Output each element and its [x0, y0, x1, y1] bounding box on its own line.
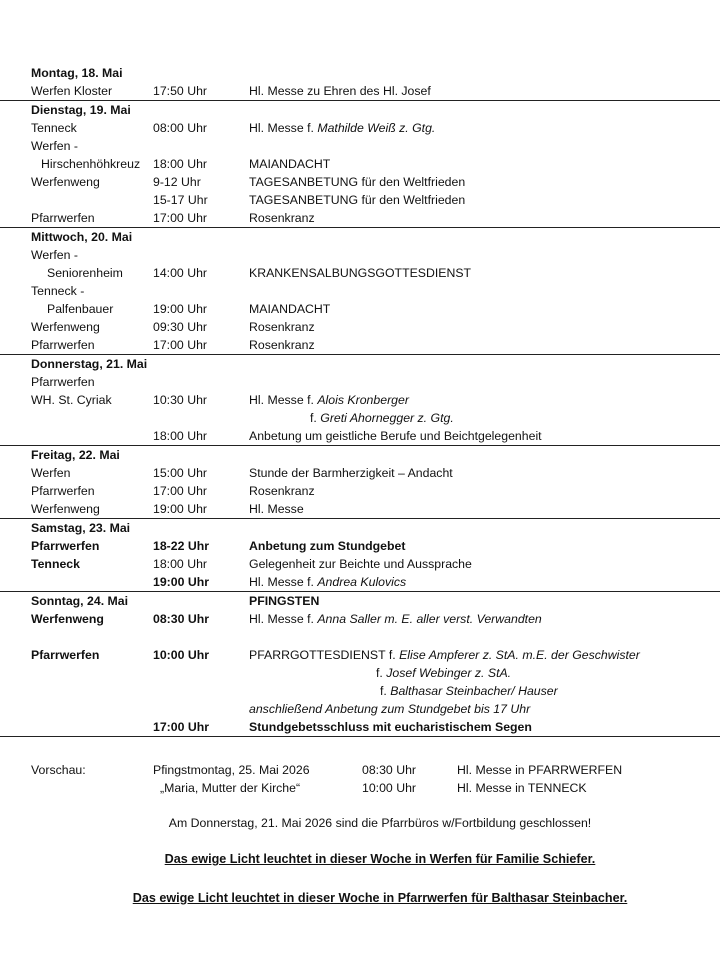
list-item: f. Balthasar Steinbacher/ Hauser [380, 684, 558, 698]
closed-notice: Am Donnerstag, 21. Mai 2026 sind die Pfarrbüros w/Fortbildung geschlossen! [168, 816, 592, 830]
list-item: Hirschenhöhkreuz 18:00 Uhr MAIANDACHT [41, 157, 331, 171]
list-item: Pfarrwerfen 17:00 Uhr Rosenkranz [31, 484, 315, 498]
day-block [0, 228, 720, 355]
preview-feast: „Maria, Mutter der Kirche“ [160, 781, 301, 795]
list-item: Seniorenheim 14:00 Uhr KRANKENSALBUNGSGOTTESDIENST [47, 266, 472, 280]
list-item: Werfenweng 19:00 Uhr Hl. Messe [31, 502, 304, 516]
list-item: Pfarrwerfen 17:00 Uhr Rosenkranz [31, 211, 315, 225]
preview-date: Pfingstmontag, 25. Mai 2026 [153, 763, 310, 777]
preview-text: Hl. Messe in PFARRWERFEN [457, 763, 623, 777]
list-item: Pfarrwerfen 18-22 Uhr Anbetung zum Stundgebet [31, 539, 406, 553]
list-item: f. Josef Webinger z. StA. [376, 666, 512, 680]
list-item: Pfarrwerfen 17:00 Uhr Rosenkranz [31, 338, 315, 352]
day-block [0, 355, 720, 446]
list-item: 17:00 Uhr Stundgebetsschluss mit eucharistischem Segen [153, 720, 532, 734]
list-item: Pfarrwerfen [31, 375, 95, 389]
eternal-light-notice: Das ewige Licht leuchtet in dieser Woche in Werfen für Familie Schiefer. [164, 852, 596, 866]
list-item: Pfarrwerfen 10:00 Uhr PFARRGOTTESDIENST f. Elise Ampferer z. StA. m.E. der Geschwister [31, 648, 640, 662]
list-item: Tenneck 08:00 Uhr Hl. Messe f. Mathilde Weiß z. Gtg. [31, 121, 436, 135]
eternal-light-notice: Das ewige Licht leuchtet in dieser Woche in Pfarrwerfen für Balthasar Steinbacher. [132, 891, 628, 905]
list-item: Tenneck 18:00 Uhr Gelegenheit zur Beichte und Aussprache [31, 557, 472, 571]
list-item: WH. St. Cyriak 10:30 Uhr Hl. Messe f. Alois Kronberger [31, 393, 409, 407]
day-block [0, 446, 720, 519]
list-item: Werfen - [31, 248, 78, 262]
preview-time: 10:00 Uhr [362, 781, 417, 795]
list-item: Werfen - [31, 139, 78, 153]
day-title: Montag, 18. Mai [31, 66, 123, 80]
list-item: Werfenweng 08:30 Uhr Hl. Messe f. Anna Saller m. E. aller verst. Verwandten [31, 612, 542, 626]
preview-time: 08:30 Uhr [362, 763, 417, 777]
preview-label: Vorschau: [31, 763, 86, 777]
day-title: Freitag, 22. Mai [31, 448, 120, 462]
list-item: Tenneck - [31, 284, 85, 298]
list-item: f. Greti Ahornegger z. Gtg. [310, 411, 454, 425]
day-block [0, 519, 720, 592]
day-block [0, 64, 720, 101]
day-title: Sonntag, 24. Mai [31, 594, 129, 608]
list-item [0, 628, 720, 646]
list-item: 19:00 Uhr Hl. Messe f. Andrea Kulovics [153, 575, 407, 589]
day-title: Donnerstag, 21. Mai [31, 357, 148, 371]
list-item: anschließend Anbetung zum Stundgebet bis 17 Uhr [249, 702, 531, 716]
list-item: Werfenweng 09:30 Uhr Rosenkranz [31, 320, 315, 334]
day-block [0, 592, 720, 737]
day-title: Mittwoch, 20. Mai [31, 230, 133, 244]
list-item: 18:00 Uhr Anbetung um geistliche Berufe und Beichtgelegenheit [153, 429, 542, 443]
list-item: Werfen 15:00 Uhr Stunde der Barmherzigkeit – Andacht [31, 466, 453, 480]
day-block [0, 101, 720, 228]
list-item: Werfen Kloster 17:50 Uhr Hl. Messe zu Ehren des Hl. Josef [31, 84, 431, 98]
feast-title: PFINGSTEN [249, 594, 320, 608]
schedule [0, 64, 720, 737]
preview-text: Hl. Messe in TENNECK [457, 781, 587, 795]
list-item: Palfenbauer 19:00 Uhr MAIANDACHT [47, 302, 331, 316]
list-item: Werfenweng 9-12 Uhr TAGESANBETUNG für den Weltfrieden [31, 175, 466, 189]
list-item: 15-17 Uhr TAGESANBETUNG für den Weltfrieden [153, 193, 466, 207]
day-title: Samstag, 23. Mai [31, 521, 131, 535]
day-title: Dienstag, 19. Mai [31, 103, 131, 117]
